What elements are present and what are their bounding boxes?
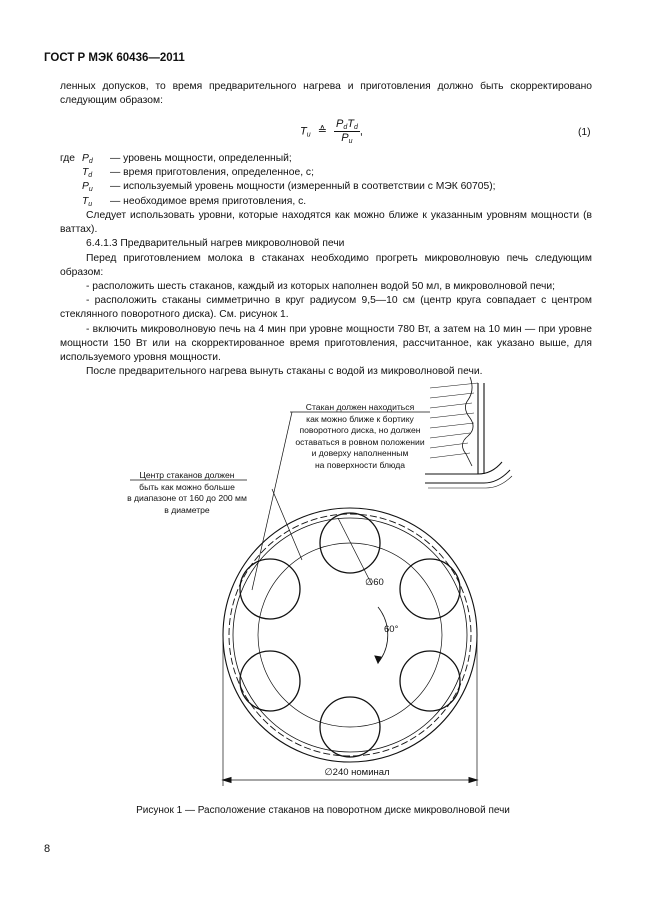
formula-numerator bbox=[334, 118, 360, 132]
document-header: ГОСТ Р МЭК 60436—2011 bbox=[44, 52, 185, 64]
where-symbol: $T_u$ bbox=[82, 195, 93, 208]
where-row bbox=[60, 180, 592, 194]
note-line: Центр стаканов должен bbox=[139, 470, 235, 480]
formula-num-a: P bbox=[335, 118, 344, 130]
note-line: оставаться в ровном положении bbox=[295, 436, 425, 447]
note-line: в диапазоне от 160 до 200 мм bbox=[127, 493, 247, 503]
dimension-arrow-right bbox=[469, 778, 477, 783]
dimension-arrow-left bbox=[223, 778, 231, 783]
where-row bbox=[60, 195, 592, 209]
where-desc: — используемый уровень мощности (измеренный в соответствии с МЭК 60705); bbox=[110, 181, 496, 193]
formula-num-b-sub: d bbox=[353, 124, 358, 131]
note-line: на поверхности блюда bbox=[314, 459, 406, 470]
paragraph-text: ленных допусков, то время предварительного нагрева и приготовления должно быть скорректировано следующим образом: bbox=[60, 81, 592, 107]
where-list bbox=[60, 152, 592, 209]
bullet-item: - включить микроволновую печь на 4 мин при уровне мощности 780 Вт, а затем на 10 мин — при уровне мощности 150 Вт или на скорректированное время приготовления, рассчитанное, как указано выше, для используемого уровня мощности. bbox=[60, 323, 592, 364]
note-line: Стакан должен находиться bbox=[305, 402, 415, 412]
plate-dashed-circle bbox=[229, 514, 471, 756]
where-row bbox=[60, 166, 592, 180]
cup-diameter-line bbox=[338, 518, 372, 585]
page-number: 8 bbox=[44, 843, 51, 855]
where-desc: — необходимое время приготовления, с. bbox=[110, 195, 307, 207]
note-line: быть как можно больше bbox=[139, 481, 235, 492]
cup-diameter-label: ∅60 bbox=[365, 577, 384, 588]
left-note bbox=[124, 470, 250, 516]
where-desc: — уровень мощности, определенный; bbox=[110, 153, 292, 164]
bullet-item: - расположить шесть стаканов, каждый из которых наполнен водой 50 мл, в микроволновой печи; bbox=[86, 281, 555, 293]
plate-inner-circle bbox=[233, 518, 467, 752]
formula-number: (1) bbox=[578, 127, 591, 138]
total-diameter-label: ∅240 номинал bbox=[324, 767, 390, 778]
cup-center-circle bbox=[258, 543, 442, 727]
formula-denominator bbox=[334, 132, 360, 145]
note-line: поворотного диска, но должен bbox=[299, 425, 421, 435]
body-text bbox=[60, 209, 592, 379]
cup-edge-detail bbox=[425, 377, 512, 488]
formula-den-sub: u bbox=[348, 138, 353, 145]
formula-num-a-sub: d bbox=[343, 124, 348, 131]
where-symbol: $P_d$ bbox=[82, 153, 93, 165]
note-line: и доверху наполненным bbox=[311, 448, 409, 458]
paragraph-remove: После предварительного нагрева вынуть стаканы с водой из микроволновой печи. bbox=[86, 366, 483, 378]
formula-lhs-sub: u bbox=[306, 131, 311, 139]
where-symbol: $T_d$ bbox=[82, 167, 93, 180]
paragraph-preheat: Перед приготовлением молока в стаканах необходимо прогреть микроволновую печь следующим образом: bbox=[60, 252, 592, 278]
formula-den: P bbox=[341, 132, 349, 144]
bullet-item: - расположить стаканы симметрично в круг радиусом 9,5—10 см (центр круга совпадает с центром стеклянного поворотного диска). См. рисунок 1. bbox=[60, 295, 592, 321]
formula-trail: , bbox=[359, 125, 363, 138]
where-row bbox=[60, 152, 592, 166]
right-note bbox=[291, 402, 429, 471]
section-heading: 6.4.1.3 Предварительный нагрев микроволновой печи bbox=[86, 238, 345, 250]
formula-rel: ≙ bbox=[317, 125, 327, 138]
paragraph-levels: Следует использовать уровни, которые находятся как можно ближе к указанным уровням мощности (в ваттах). bbox=[60, 210, 592, 236]
plate-outer-circle bbox=[223, 508, 477, 762]
paragraph-intro bbox=[60, 80, 592, 108]
left-note-leader bbox=[272, 489, 302, 560]
note-line: как можно ближе к бортику bbox=[306, 413, 414, 424]
where-symbol: $P_u$ bbox=[82, 181, 93, 194]
formula bbox=[300, 118, 363, 145]
figure-caption: Рисунок 1 — Расположение стаканов на поворотном диске микроволновой печи bbox=[136, 805, 510, 816]
formula-lhs: T bbox=[300, 125, 307, 138]
angle-label: 60° bbox=[384, 624, 399, 635]
angle-arrowhead bbox=[375, 656, 381, 663]
where-lead: где bbox=[60, 153, 76, 164]
formula-num-b: T bbox=[347, 118, 354, 130]
where-desc: — время приготовления, определенное, с; bbox=[110, 167, 314, 179]
note-line: в диаметре bbox=[164, 504, 210, 515]
